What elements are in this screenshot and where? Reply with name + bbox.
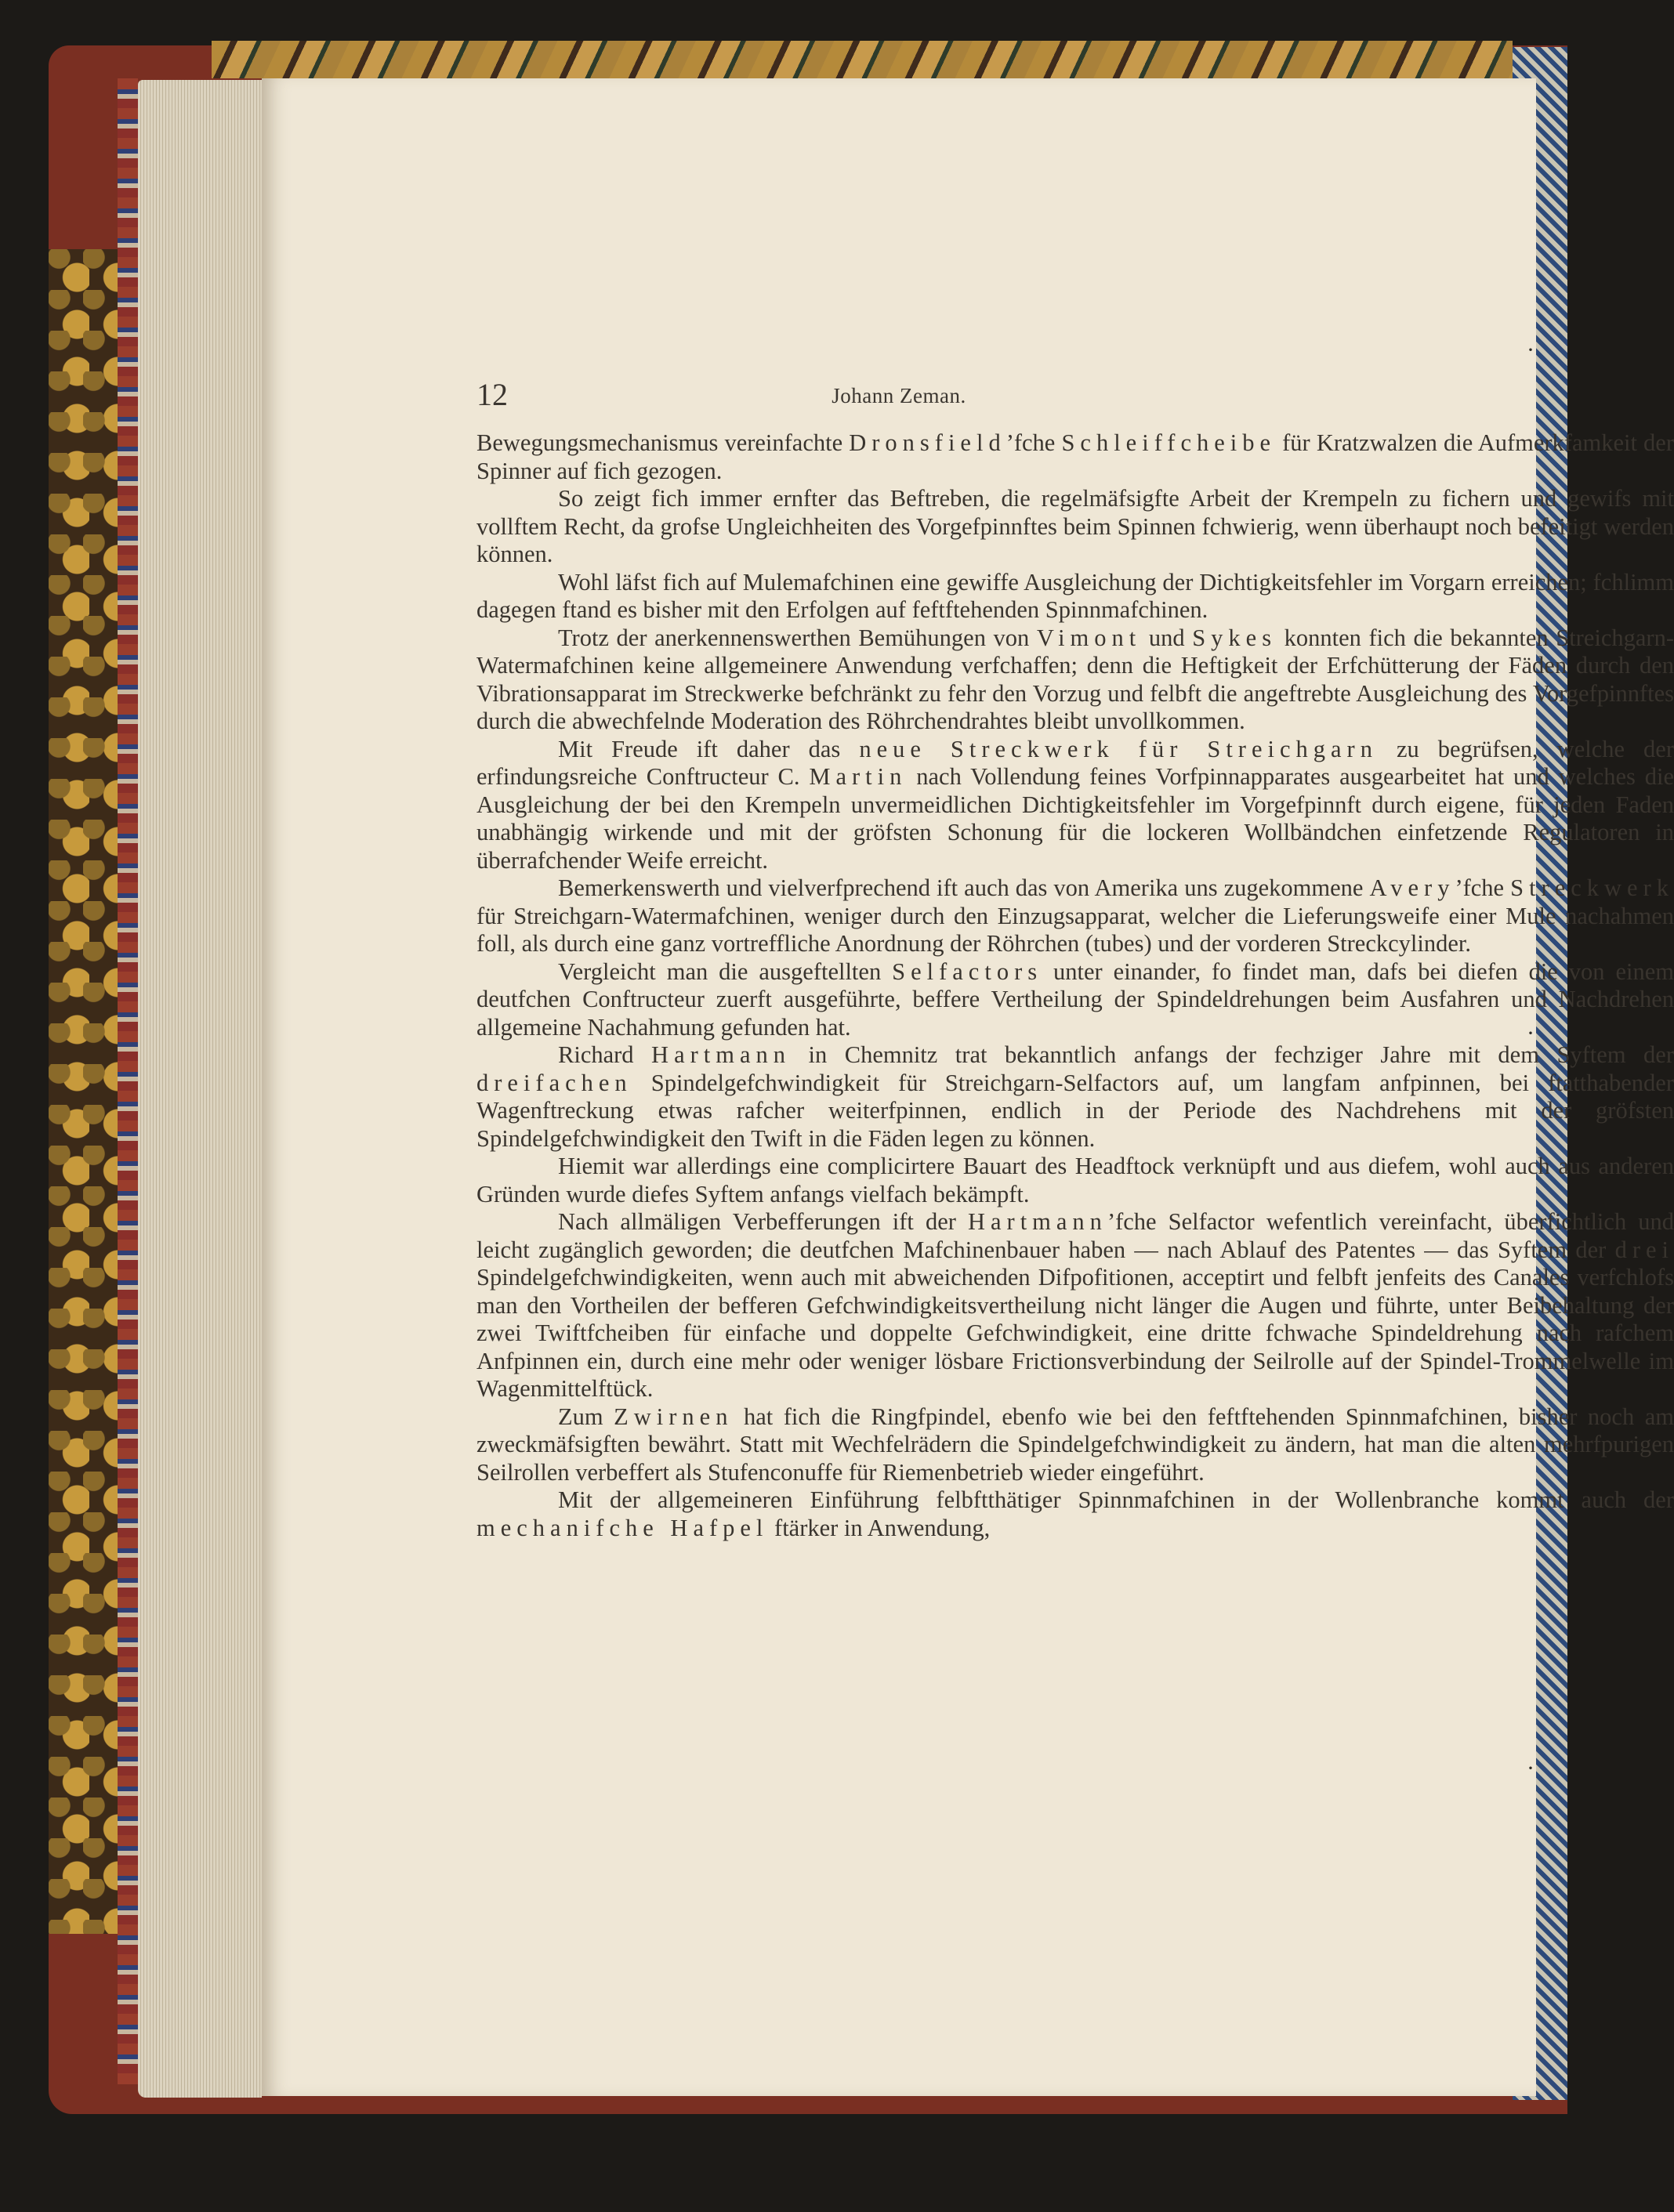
paragraph xyxy=(476,625,1674,736)
colored-page-edge xyxy=(118,78,138,2084)
paragraph xyxy=(476,874,1674,958)
text-run: hat fich die Ringfpindel, ebenfo wie bei den feftftehenden Spinnmafchinen, bisher noch am zweckmäfsigften bewährt. Statt mit Wechfelrädern die Spindelgefchwindigkeit zu ändern, hat man die alten mehrfpurigen Seilrollen verbeffert als Stufenconuffe für Riemenbetrieb wieder eingeführt. xyxy=(476,1403,1674,1486)
text-run: Richard xyxy=(558,1041,652,1068)
text-run: Mit der allgemeineren Einführung felbftthätiger Spinnmafchinen in der Wollenbranche kommt auch der xyxy=(558,1486,1674,1513)
body-text xyxy=(476,429,1674,1542)
paragraph xyxy=(476,1403,1674,1487)
emphasis-spaced-text: Zwirnen xyxy=(614,1403,734,1430)
emphasis-spaced-text: Hartmann xyxy=(651,1041,792,1068)
paragraph xyxy=(476,1208,1674,1403)
text-run: ftärker in Anwendung, xyxy=(768,1514,991,1541)
paragraph xyxy=(476,1041,1674,1153)
text-run: Vergleicht man die ausgeftellten xyxy=(558,958,893,985)
emphasis-spaced-text: mechanifche Hafpel xyxy=(476,1514,769,1541)
text-run: und xyxy=(1141,624,1193,651)
text-run: Bewegungsmechanismus vereinfachte xyxy=(476,429,850,456)
page-stack xyxy=(138,80,262,2098)
margin-mark: · xyxy=(1527,337,1534,363)
marbled-board-left xyxy=(49,249,118,1934)
text-run: nach Vollendung feines Vorfpinnapparates ausgearbeitet hat und welches die Ausgleichung der bei den Krempeln unvermeidlichen Dichtigkeitsfehler im Vorgefpinnft durch eigene, für jeden Faden unabhängig wirkende und mit der gröfsten Schonung für die lockeren Wollbändchen einfetzende Regulatoren in überrafchender Weife erreicht. xyxy=(476,763,1674,874)
paragraph xyxy=(476,569,1674,625)
paragraph xyxy=(476,485,1674,569)
marbled-edge-top xyxy=(212,41,1513,78)
page-header xyxy=(262,376,1536,415)
emphasis-spaced-text: Martin xyxy=(809,763,908,790)
emphasis-spaced-text: neue Streckwerk für Streichgarn xyxy=(859,735,1378,762)
text-run: ’fche xyxy=(1455,874,1511,901)
text-run: unter einander, fo findet man, dafs bei diefen die von einem deutfchen Conftructeur zuerft ausgeführte, beffere Vertheilung der Spindeldrehungen beim Ausfahren und Nachdrehen allgemeine Nachahmung gefunden hat. xyxy=(476,958,1674,1041)
text-run: in Chemnitz trat bekanntlich anfangs der fechziger Jahre mit dem Syftem der xyxy=(791,1041,1674,1068)
paragraph xyxy=(476,1153,1674,1208)
text-run: Zum xyxy=(558,1403,614,1430)
emphasis-spaced-text: Selfactors xyxy=(892,958,1043,985)
paragraph xyxy=(476,736,1674,875)
emphasis-spaced-text: Avery xyxy=(1369,874,1455,901)
text-run: konnten fich die bekannten Streichgarn-Watermafchinen keine allgemeinere Anwendung verfchaffen; denn die Heftigkeit der Erfchütterung der Fäden durch den Vibrationsapparat im Streckwerke befchränkt zu fehr den Vorzug und felbft die angeftrebte Ausgleichung des Vorgefpinnftes durch die abwechfelnde Moderation des Röhrchendrahtes bleibt unvollkommen. xyxy=(476,624,1674,734)
emphasis-spaced-text: drei xyxy=(1614,1236,1674,1263)
book-page xyxy=(262,78,1674,2096)
emphasis-spaced-text: Schleiffcheibe xyxy=(1061,429,1277,456)
margin-mark: · xyxy=(1527,1020,1534,1046)
emphasis-spaced-text: Vimont xyxy=(1036,624,1142,651)
text-run: Bemerkenswerth und vielverfprechend ift auch das von Amerika uns zugekommene xyxy=(558,874,1370,901)
paragraph xyxy=(476,958,1674,1042)
text-run: Spindelgefchwindigkeiten, wenn auch mit abweichenden Difpofitionen, acceptirt und felbft jenfeits des Canales verfchlofs man den Vortheilen der befferen Gefchwindigkeitsvertheilung nicht länger die Augen und führte, unter Beibehaltung der zwei Twiftfcheiben für einfache und doppelte Gefchwindigkeit, eine dritte fchwache Spindeldrehung nach rafchem Anfpinnen ein, durch eine mehr oder weniger lösbare Frictionsverbindung der Seilrolle auf der Spindel-Trommelwelle im Wagenmittelftück. xyxy=(476,1264,1674,1402)
text-run: ’fche Selfactor wefentlich vereinfacht, überfichtlich und leicht zugänglich geworden; die deutfchen Mafchinenbauer haben — nach Ablauf des Patentes — das Syftem der xyxy=(476,1208,1674,1263)
running-head: Johann Zeman. xyxy=(832,384,966,407)
text-run: Mit Freude ift daher das xyxy=(558,735,860,762)
text-run: Trotz der anerkennenswerthen Bemühungen von xyxy=(558,624,1037,651)
margin-mark: · xyxy=(1527,1755,1534,1781)
text-run: ’fche xyxy=(1005,429,1062,456)
emphasis-spaced-text: dreifachen xyxy=(476,1069,632,1096)
text-run: Hiemit war allerdings eine complicirtere Bauart des Headftock verknüpft und aus diefem, wohl auch aus anderen Gründen wurde diefes Syftem anfangs vielfach bekämpft. xyxy=(476,1153,1674,1207)
text-run: für Kratzwalzen die Aufmerkfamkeit der Spinner auf fich gezogen. xyxy=(476,429,1674,484)
text-run: Spindelgefchwindigkeit für Streichgarn-Selfactors auf, um langfam anfpinnen, bei ftatthabender Wagenftreckung etwas rafcher weiterfpinnen, endlich in der Periode des Nachdrehens mit der gröfsten Spindelgefchwindigkeit den Twift in die Fäden legen zu können. xyxy=(476,1069,1674,1152)
text-run: für Streichgarn-Watermafchinen, weniger durch den Einzugsapparat, welcher die Lieferungsweife einer Mule nachahmen foll, als durch eine ganz vortreffliche Anordnung der Röhrchen (tubes) und der vorderen Streckcylinder. xyxy=(476,902,1674,957)
emphasis-spaced-text: Streckwerk xyxy=(1510,874,1674,901)
emphasis-spaced-text: Dronsfield xyxy=(849,429,1006,456)
text-run: Wohl läfst fich auf Mulemafchinen eine gewiffe Ausgleichung der Dichtigkeitsfehler im Vorgarn erreichen; fchlimm dagegen ftand es bisher mit den Erfolgen auf feftftehenden Spinnmafchinen. xyxy=(476,568,1674,623)
emphasis-spaced-text: Hartmann xyxy=(967,1208,1107,1235)
text-run: zu begrüfsen, welche der erfindungsreiche Conftructeur C. xyxy=(476,735,1674,790)
text-run: Nach allmäligen Verbefferungen ift der xyxy=(558,1208,968,1235)
page-number: 12 xyxy=(476,377,508,412)
paragraph xyxy=(476,1486,1674,1542)
text-run: So zeigt fich immer ernfter das Beftreben, die regelmäfsigfte Arbeit der Krempeln zu fichern und gewifs mit vollftem Recht, da grofse Ungleichheiten des Vorgefpinnftes beim Spinnen fchwierig, wenn überhaupt noch befeitigt werden können. xyxy=(476,485,1674,567)
emphasis-spaced-text: Sykes xyxy=(1192,624,1277,651)
paragraph xyxy=(476,429,1674,485)
